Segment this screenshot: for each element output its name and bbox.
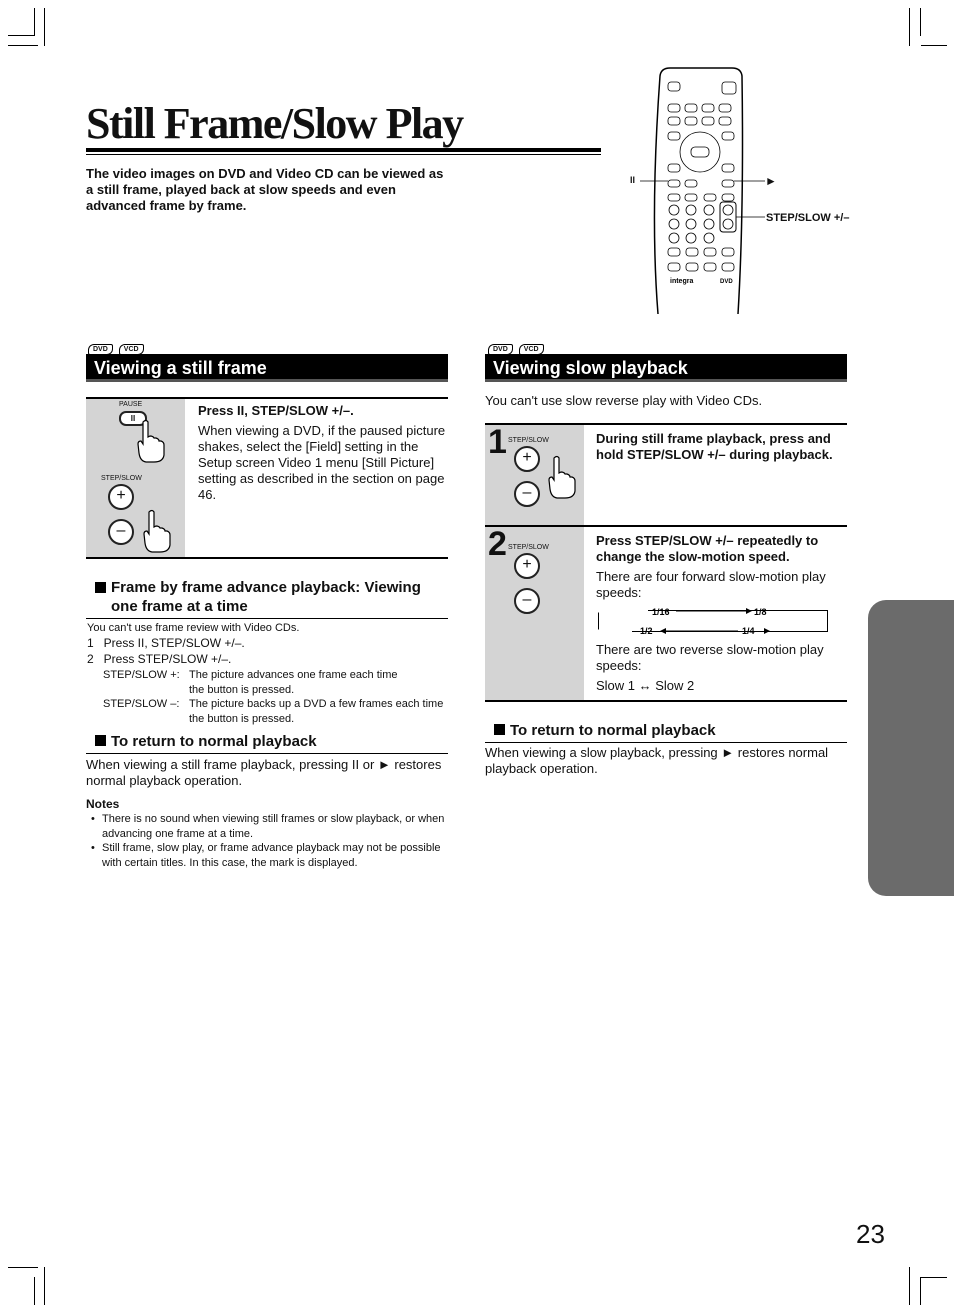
dvd-badge: DVD — [88, 344, 113, 355]
crop-mark — [34, 1277, 35, 1305]
slow-section-heading: Viewing slow playback — [485, 354, 847, 382]
slow-step2-title: Press STEP/SLOW +/– repeatedly to change the slow-motion speed. — [596, 533, 819, 564]
crop-mark — [920, 8, 921, 36]
frame-note: You can't use frame review with Video CDs. — [87, 622, 300, 634]
note-item: • Still frame, slow play, or frame advance playback may not be possible with certain titles. In this case, the mark is displayed. — [86, 841, 448, 870]
slow-step1-panel — [485, 425, 584, 525]
speed-1-16: 1/16 — [652, 607, 670, 617]
vcd-badge: VCD — [119, 344, 144, 355]
slow-box-bottom — [485, 700, 847, 702]
frame-heading — [95, 578, 445, 616]
step2-step-slow-label: STEP/SLOW — [508, 544, 549, 551]
speed-diagram-svg — [598, 604, 828, 636]
slow-step2-forward: There are four forward slow-motion play speeds: — [596, 569, 826, 600]
crop-mark — [8, 35, 34, 36]
remote-step-slow-label: STEP/SLOW +/– — [766, 212, 850, 224]
frame-step-2: 2 Press STEP/SLOW +/–. — [87, 652, 232, 666]
remote-illustration — [620, 64, 860, 334]
crop-mark — [909, 8, 910, 46]
page-title: Still Frame/Slow Play — [86, 99, 463, 148]
slow-return-heading-text: To return to normal playback — [510, 722, 716, 739]
step1-number: 1 — [488, 423, 507, 461]
slow-step2-reverse-values: Slow 1 ↔ Slow 2 — [596, 678, 695, 693]
still-return-heading-text: To return to normal playback — [111, 733, 317, 750]
side-tab — [868, 600, 954, 896]
still-return-rule — [86, 753, 448, 754]
step-slow-plus-button: + — [108, 484, 134, 510]
notes-heading: Notes — [86, 797, 120, 811]
still-instruction-title: Press II, STEP/SLOW +/–. — [198, 403, 354, 418]
hand-pointer-icon — [142, 509, 172, 553]
slow-return-heading — [494, 721, 716, 740]
still-section-heading: Viewing a still frame — [86, 354, 448, 382]
square-bullet-icon — [95, 582, 106, 593]
speed-1-2: 1/2 — [640, 626, 653, 636]
frame-step-1: 1 Press II, STEP/SLOW +/–. — [87, 636, 245, 650]
still-box-bottom — [86, 557, 448, 559]
slow-step1-text: During still frame playback, press and hold STEP/SLOW +/– during playback. — [596, 431, 833, 462]
step-slow-minus-button: – — [108, 519, 134, 545]
minus-desc: The picture backs up a DVD a few frames each time the button is pressed. — [189, 698, 444, 725]
still-illustration-panel — [86, 399, 185, 557]
vcd-badge: VCD — [519, 344, 544, 355]
hand-pointer-icon — [136, 419, 166, 463]
remote-brand: integra — [670, 278, 694, 285]
plus-label: STEP/SLOW +: — [103, 669, 180, 681]
minus-label: STEP/SLOW –: — [103, 698, 180, 710]
square-bullet-icon — [95, 735, 106, 746]
crop-mark — [921, 1277, 947, 1278]
play-symbol: ► — [765, 174, 777, 188]
slow-return-body: When viewing a slow playback, pressing ► restores normal playback operation. — [485, 745, 829, 776]
page-number: 23 — [856, 1219, 885, 1249]
pause-button: II — [119, 411, 147, 426]
remote-dvd-logo: DVD — [720, 279, 733, 285]
step1-step-slow-label: STEP/SLOW — [508, 437, 549, 444]
still-return-heading — [95, 732, 317, 751]
plus-desc: The picture advances one frame each time the button is pressed. — [189, 669, 398, 696]
step-slow-plus-button: + — [514, 553, 540, 579]
crop-mark — [44, 1267, 45, 1305]
step2-number: 2 — [488, 525, 507, 563]
title-rule — [86, 148, 601, 152]
note-item: • There is no sound when viewing still frames or slow playback, or when advancing one frame at a time. — [86, 812, 448, 841]
slow-step2-panel — [485, 527, 584, 700]
slow-note: You can't use slow reverse play with Video CDs. — [485, 393, 763, 408]
step-slow-plus-button: + — [514, 446, 540, 472]
dvd-badge: DVD — [488, 344, 513, 355]
pause-symbol: II — [630, 175, 636, 185]
slow-step2-reverse: There are two reverse slow-motion play speeds: — [596, 642, 824, 673]
speed-1-8: 1/8 — [754, 607, 767, 617]
step-slow-label: STEP/SLOW — [101, 475, 142, 482]
slow-return-rule — [485, 742, 847, 743]
pause-label: PAUSE — [119, 401, 143, 408]
crop-mark — [8, 1267, 38, 1268]
still-return-body: When viewing a still frame playback, pressing II or ► restores normal playback operation. — [86, 757, 442, 788]
step-slow-minus-button: – — [514, 588, 540, 614]
hand-pointer-icon — [547, 455, 577, 499]
crop-mark — [34, 8, 35, 36]
frame-heading-text: Frame by frame advance playback: Viewing one frame at a time — [111, 579, 421, 615]
crop-mark — [921, 45, 947, 46]
crop-mark — [8, 45, 38, 46]
speed-diagram — [598, 604, 828, 636]
intro-text: The video images on DVD and Video CD can be viewed as a still frame, played back at slow speeds and even advanced frame by frame. — [86, 166, 444, 213]
frame-heading-rule — [86, 618, 448, 619]
remote-svg — [620, 64, 860, 334]
still-instruction-body: When viewing a DVD, if the paused picture shakes, select the [Field] setting in the Setup screen Video 1 menu [Still Picture] setting as described in the section on page 46. — [198, 423, 446, 502]
speed-1-4: 1/4 — [742, 626, 755, 636]
square-bullet-icon — [494, 724, 505, 735]
crop-mark — [909, 1267, 910, 1305]
crop-mark — [920, 1277, 921, 1305]
step-slow-minus-button: – — [514, 481, 540, 507]
notes-list — [86, 812, 448, 870]
crop-mark — [44, 8, 45, 46]
title-rule-thin — [86, 154, 601, 155]
